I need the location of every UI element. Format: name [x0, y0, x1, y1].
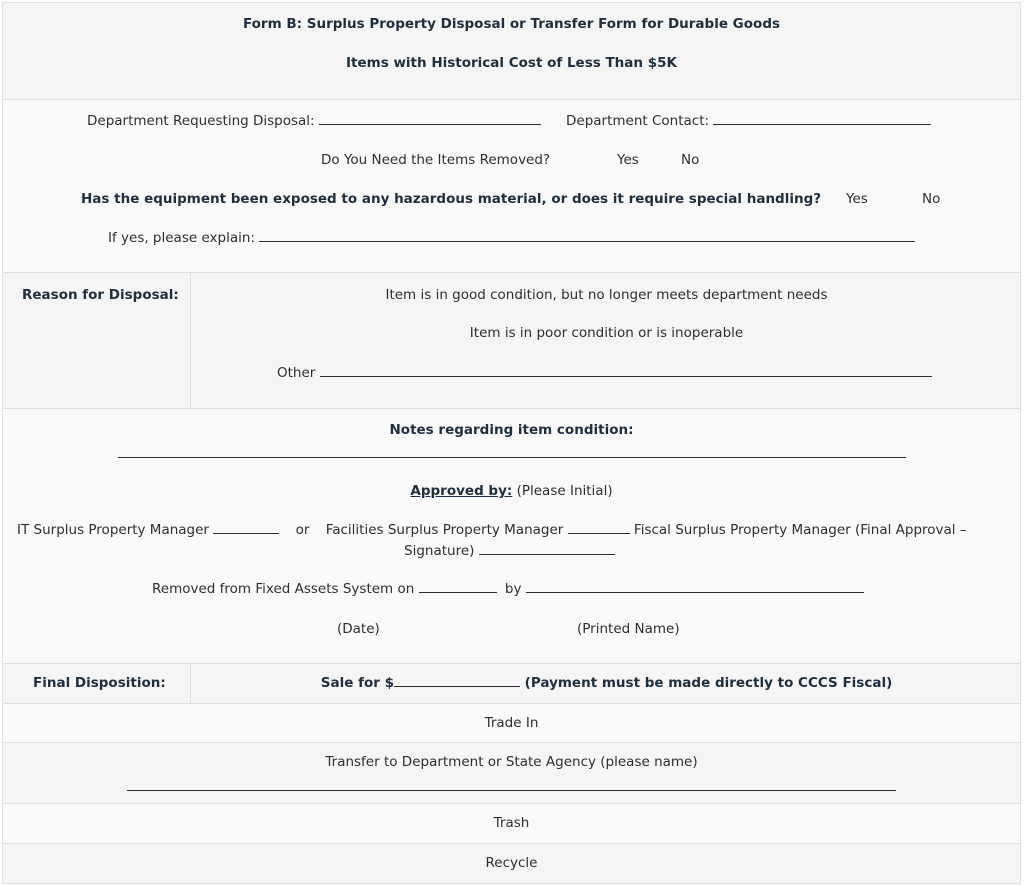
dept-contact-label: Department Contact:: [566, 113, 710, 129]
transfer-agency-line[interactable]: [127, 777, 896, 791]
notes-line[interactable]: [118, 444, 906, 458]
removed-no-option[interactable]: No: [681, 152, 700, 168]
fiscal-manager-label: Fiscal Surplus Property Manager (Final Approval –: [633, 522, 967, 538]
fiscal-manager-label-cont: Signature): [404, 543, 475, 559]
hazard-yes-option[interactable]: Yes: [846, 191, 868, 207]
sale-suffix: (Payment must be made directly to CCCS Fiscal): [524, 675, 893, 691]
notes-label: Notes regarding item condition:: [389, 422, 634, 438]
removed-name-line[interactable]: [526, 581, 864, 593]
disposition-sale-row: [3, 664, 1020, 704]
request-section: [3, 100, 1020, 273]
disposition-trash-row: [3, 804, 1020, 844]
or-label: or: [295, 522, 310, 538]
sale-option[interactable]: [191, 675, 1022, 691]
sale-amount-line[interactable]: [394, 675, 520, 687]
printed-name-caption: (Printed Name): [577, 621, 680, 637]
final-disposition-label: Final Disposition:: [33, 675, 166, 691]
it-manager-label: IT Surplus Property Manager: [17, 522, 209, 538]
trade-in-option[interactable]: Trade In: [484, 715, 539, 731]
removed-yes-option[interactable]: Yes: [617, 152, 639, 168]
disposition-transfer-row: [3, 743, 1020, 804]
reason-other-label: Other: [277, 365, 316, 381]
surplus-form: [2, 2, 1021, 884]
explain-line[interactable]: [259, 230, 915, 242]
sale-prefix: Sale for $: [320, 675, 394, 691]
removed-date-line[interactable]: [419, 581, 497, 593]
by-label: by: [504, 581, 522, 597]
explain-label: If yes, please explain:: [108, 230, 255, 246]
notes-section: [3, 409, 1020, 664]
disposition-recycle-row: [3, 844, 1020, 883]
reason-option-poor-condition[interactable]: Item is in poor condition or is inoperable: [469, 325, 744, 341]
hazard-no-option[interactable]: No: [922, 191, 941, 207]
dept-requesting-label: Department Requesting Disposal:: [87, 113, 315, 129]
transfer-option[interactable]: Transfer to Department or State Agency (please name): [325, 754, 698, 770]
reason-other-line[interactable]: [320, 365, 932, 377]
fiscal-signature-line[interactable]: [479, 543, 615, 555]
form-title: Form B: Surplus Property Disposal or Transfer Form for Durable Goods: [242, 16, 781, 32]
facilities-manager-initial-line[interactable]: [568, 522, 630, 534]
hazard-question: Has the equipment been exposed to any hazardous material, or does it require special handling?: [81, 191, 822, 207]
form-header: [3, 3, 1020, 100]
please-initial-label: (Please Initial): [516, 483, 613, 499]
approved-by-label: Approved by:: [410, 483, 513, 499]
approvers-row: [17, 522, 967, 538]
disposition-trade-in-row: [3, 704, 1020, 743]
fiscal-signature-row: [404, 543, 615, 559]
explain-field: [108, 230, 915, 246]
form-subtitle: Items with Historical Cost of Less Than $5K: [346, 55, 677, 71]
reason-other-field: [277, 365, 932, 381]
approved-by-row: [3, 483, 1020, 499]
recycle-option[interactable]: Recycle: [485, 855, 538, 871]
removed-from-assets-row: [152, 581, 864, 597]
trash-option[interactable]: Trash: [493, 815, 530, 831]
dept-requesting-field: [87, 113, 541, 129]
reason-option-good-condition[interactable]: Item is in good condition, but no longer meets department needs: [385, 287, 828, 303]
reason-section: [3, 273, 1020, 409]
removed-question: Do You Need the Items Removed?: [321, 152, 551, 168]
date-caption: (Date): [337, 621, 380, 637]
facilities-manager-label: Facilities Surplus Property Manager: [325, 522, 564, 538]
removed-from-assets-label: Removed from Fixed Assets System on: [152, 581, 415, 597]
dept-contact-field: [566, 113, 931, 129]
dept-requesting-line[interactable]: [319, 113, 541, 125]
it-manager-initial-line[interactable]: [213, 522, 279, 534]
dept-contact-line[interactable]: [713, 113, 931, 125]
reason-label: Reason for Disposal:: [22, 287, 179, 303]
